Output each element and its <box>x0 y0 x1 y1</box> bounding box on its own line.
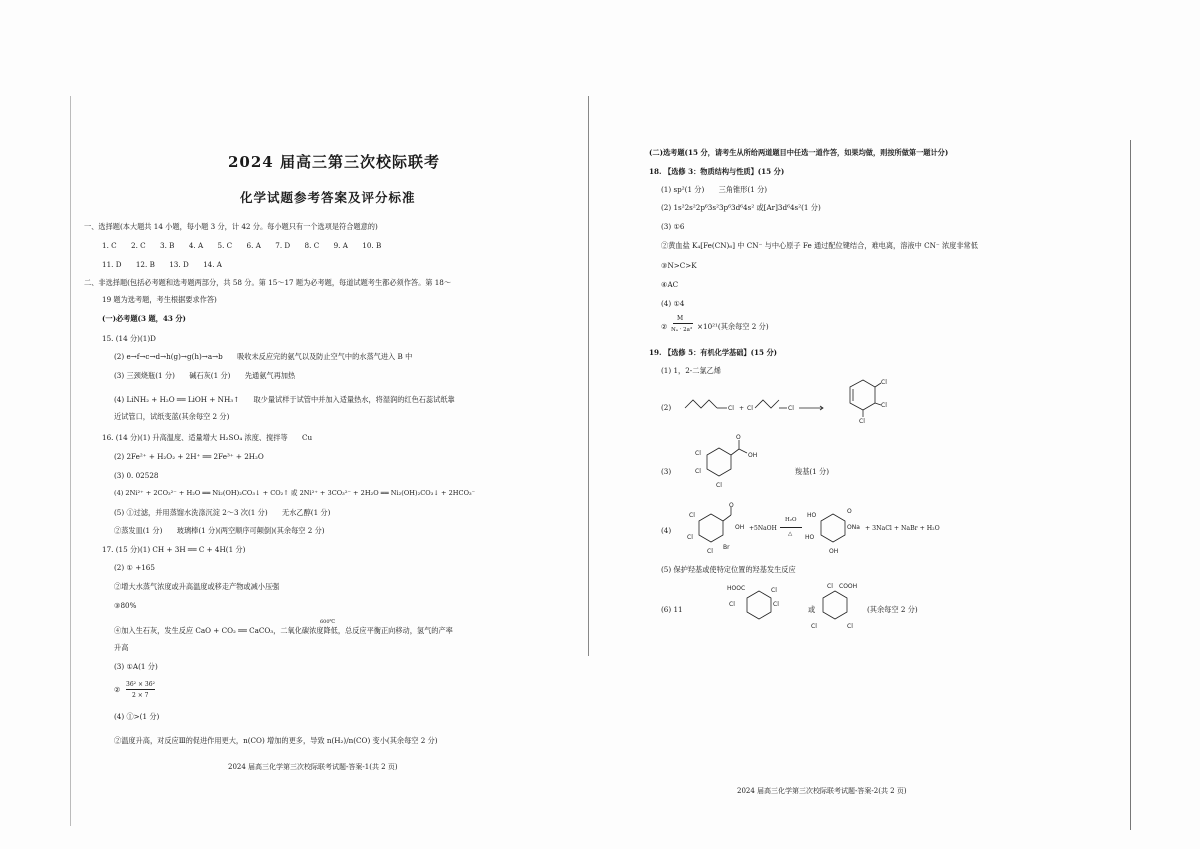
hydroxyl-label: OH <box>829 548 839 555</box>
q17-line-8: (4) ①>(1 分) <box>114 712 160 721</box>
q19-line-2: (1) 1，2-二氯乙烯 <box>661 366 721 375</box>
q15-line-5: 近试管口，试纸变蓝(其余每空 2 分) <box>114 412 230 421</box>
q19-line-6: (5) 保护羟基或使特定位置的羟基发生反应 <box>661 565 796 574</box>
elective-header: (二)选考题(15 分，请考生从所给两道题目中任选一道作答，如果均做，则按所做第一题计分) <box>649 148 949 157</box>
q17-fraction-numerator: 36² × 36² <box>126 681 155 688</box>
q18-line-4: (3) ①6 <box>661 222 685 231</box>
benzene-ring <box>707 448 731 476</box>
chlorine-label: Cl <box>771 587 777 594</box>
q17-line-3: ②增大水蒸气浓度或升高温度或移走产物或减小压强 <box>114 582 280 591</box>
hydroxyl-label: OH <box>735 524 745 531</box>
q19-4-condition-top: H₂O <box>785 517 797 523</box>
hydroxy-label: HO <box>805 534 815 541</box>
hydroxy-label: HO <box>807 512 817 519</box>
q17-line-6: 升高 <box>114 643 129 652</box>
chlorine-label: Cl <box>729 601 735 608</box>
q19-4-product <box>803 505 873 565</box>
q17-line-5: ④加入生石灰，发生反应 CaO + CO₂ ══ CaCO₃，二氧化碳浓度降低，总反应平衡正向移动，氢气的产率 <box>114 626 453 635</box>
chlorine-label: Cl <box>811 623 817 630</box>
q18-line-9: ×10²¹(其余每空 2 分) <box>697 322 769 331</box>
bromine-label: Br <box>723 544 730 551</box>
q17-line-2: (2) ① +165 <box>114 563 155 572</box>
chlorine-label: Cl <box>687 534 693 541</box>
oxygen-label: O <box>729 502 734 509</box>
chlorine-label: Cl <box>859 418 865 425</box>
chlorine-label: Cl <box>695 468 701 475</box>
right-edge <box>1130 140 1131 830</box>
chlorine-label: Cl <box>881 402 887 409</box>
page-title: 2024 届高三第三次校际联考 <box>228 153 440 171</box>
q19-4-products: + 3NaCl + NaBr + H₂O <box>865 525 940 532</box>
q19-line-5: (4) <box>661 526 672 535</box>
q19-3-answer: 羧基(1 分) <box>795 467 830 476</box>
chlorine-label: Cl <box>773 601 779 608</box>
chlorine-label: Cl <box>689 512 695 519</box>
q16-line-3: (3) 0. 02528 <box>114 471 159 480</box>
diene-chain <box>685 400 717 408</box>
q19-6-isomer-2 <box>775 582 858 642</box>
oxygen-label: O <box>847 508 852 515</box>
section-1-header: 一、选择题(本大题共 14 小题，每小题 3 分，计 42 分。每小题只有一个选项是符合题意的) <box>84 222 378 231</box>
page-subtitle: 化学试题参考答案及评分标准 <box>240 190 416 205</box>
hydroxyl-label: OH <box>748 452 758 459</box>
q18-line-3: (2) 1s²2s²2p⁶3s²3p⁶3d⁶4s² 或[Ar]3d⁶4s²(1 分) <box>661 203 821 212</box>
plus-sign: + <box>739 405 745 412</box>
q18-fraction-prefix: ② <box>661 322 668 331</box>
cyclohexane-ring <box>747 591 771 619</box>
chlorine-label: Cl <box>847 623 853 630</box>
q17-line-1: 17. (15 分)(1) CH + 3H ══ C + 4H(1 分) <box>102 545 246 554</box>
q17-line-7: (3) ①A(1 分) <box>114 662 158 671</box>
section-2-header-cont: 19 题为选考题，考生根据要求作答) <box>102 295 217 304</box>
chlorine-label: Cl <box>747 405 753 412</box>
page-frame <box>70 96 1133 826</box>
oxygen-label: O <box>736 434 741 441</box>
q19-4-condition-bottom: △ <box>788 531 793 537</box>
chlorine-label: Cl <box>716 482 722 489</box>
q18-fraction-numerator: M <box>677 315 684 322</box>
page-divider <box>588 96 589 656</box>
q18-line-8: (4) ①4 <box>661 299 685 308</box>
q18-fraction-denominator: Nₐ · 2a³ <box>671 327 693 333</box>
bond-to-carboxyl <box>723 515 731 521</box>
q19-4-reagent: +5NaOH <box>749 525 777 532</box>
q19-line-3: (2) <box>661 403 672 412</box>
q15-line-3: (3) 三颈烧瓶(1 分) 碱石灰(1 分) 先通氨气再加热 <box>114 371 296 380</box>
q18-line-7: ④AC <box>661 280 679 289</box>
q17-condition: 600℃ <box>320 619 336 625</box>
chlorine-label: Cl <box>728 405 734 412</box>
q19-6-note: (其余每空 2 分) <box>867 605 918 614</box>
benzene-ring <box>699 514 723 542</box>
bond-to-carboxyl <box>731 449 739 455</box>
q18-fraction-bar <box>673 323 693 324</box>
chlorine-label: Cl <box>707 548 713 555</box>
carboxyl-label: COOH <box>839 583 858 590</box>
dienophile-chain <box>755 400 779 408</box>
carboxyl-label: HOOC <box>727 585 746 592</box>
q15-line-2: (2) e→f→c→d→h(g)→g(h)→a→b 吸收未反应完的氨气以及防止空气中的水蒸气进入 B 中 <box>114 352 413 361</box>
q17-line-4: ③80% <box>114 601 137 610</box>
cyclohexane-ring <box>823 591 847 619</box>
q18-line-1: 18. 【选修 3：物质结构与性质】(15 分) <box>649 167 785 176</box>
chlorine-label: Cl <box>788 405 794 412</box>
q16-line-1: 16. (14 分)(1) 升高温度、适量增大 H₂SO₄ 浓度、搅拌等 Cu <box>102 433 313 442</box>
q17-line-9: ②温度升高，对反应Ⅲ的促进作用更大，n(CO) 增加的更多，导致 n(H₂)/n(CO) 变小(其余每空 2 分) <box>114 736 438 745</box>
q16-line-6: ②蒸发皿(1 分) 玻璃棒(1 分)(两空顺序可颠倒)(其余每空 2 分) <box>114 526 325 535</box>
page-footer: 2024 届高三化学第三次校际联考试题-答案-2(共 2 页) <box>737 787 907 795</box>
q19-2-reaction-structures <box>683 378 833 438</box>
q19-3-structure <box>687 435 767 495</box>
choice-answers-row-2: 11. D 12. B 13. D 14. A <box>102 260 222 269</box>
sodium-oxide-label: ONa <box>847 524 860 531</box>
section-2-header: 二、非选择题(包括必考题和选考题两部分，共 58 分。第 15～17 题为必考题，每道试题考生都必须作答。第 18～ <box>84 278 452 287</box>
cyclohexane-ring <box>821 514 845 542</box>
choice-answers-row-1: 1. C 2. C 3. B 4. A 5. C 6. A 7. D 8. C 9. A 10. B <box>102 241 382 250</box>
q17-fraction-denominator: 2 × 7 <box>132 692 149 699</box>
page-footer: 2024 届高三化学第三次校际联考试题-答案-1(共 2 页) <box>228 763 398 771</box>
q18-line-2: (1) sp²(1 分) 三角锥形(1 分) <box>661 185 768 194</box>
q15-line-1: 15. (14 分)(1)D <box>102 334 156 343</box>
cyclohexene-ring <box>850 380 875 410</box>
q16-line-4: (4) 2Ni²⁺ + 2CO₃²⁻ + H₂O ══ Ni₂(OH)₂CO₃↓ + CO₂↑ 或 2Ni²⁺ + 3CO₃²⁻ + 2H₂O ══ Ni₂(OH)₂CO₃↓ + 2HCO₃⁻ <box>114 489 476 497</box>
q19-6-or: 或 <box>808 605 816 614</box>
hydroxyl-bond <box>739 449 747 453</box>
q19-line-4: (3) <box>661 467 672 476</box>
chlorine-label: Cl <box>881 379 887 386</box>
q19-line-1: 19. 【选修 5：有机化学基础】(15 分) <box>649 348 778 357</box>
q19-4-reactant <box>685 502 755 565</box>
required-header: (一)必考题(3 题，43 分) <box>102 314 186 323</box>
chlorine-label: Cl <box>695 450 701 457</box>
q18-line-5: ②黄血盐 K₄[Fe(CN)₆] 中 CN⁻ 与中心原子 Fe 通过配位键结合，难电离，溶液中 CN⁻ 浓度非常低 <box>661 241 978 250</box>
q17-fraction-prefix: ② <box>114 685 121 694</box>
q19-line-7: (6) 11 <box>661 605 683 614</box>
chlorine-label: Cl <box>827 583 833 590</box>
q19-4-arrow <box>780 527 802 528</box>
q19-2-product <box>835 375 895 435</box>
q15-line-4: (4) LiNH₂ + H₂O ══ LiOH + NH₃↑ 取少量试样于试管中并加入适量热水，将湿润的红色石蕊试纸靠 <box>114 395 455 404</box>
q16-line-5: (5) ①过滤，并用蒸馏水洗涤沉淀 2～3 次(1 分) 无水乙醇(1 分) <box>114 508 331 517</box>
q18-line-6: ③N>C>K <box>661 261 697 270</box>
q16-line-2: (2) 2Fe²⁺ + H₂O₂ + 2H⁺ ══ 2Fe³⁺ + 2H₂O <box>114 452 264 461</box>
